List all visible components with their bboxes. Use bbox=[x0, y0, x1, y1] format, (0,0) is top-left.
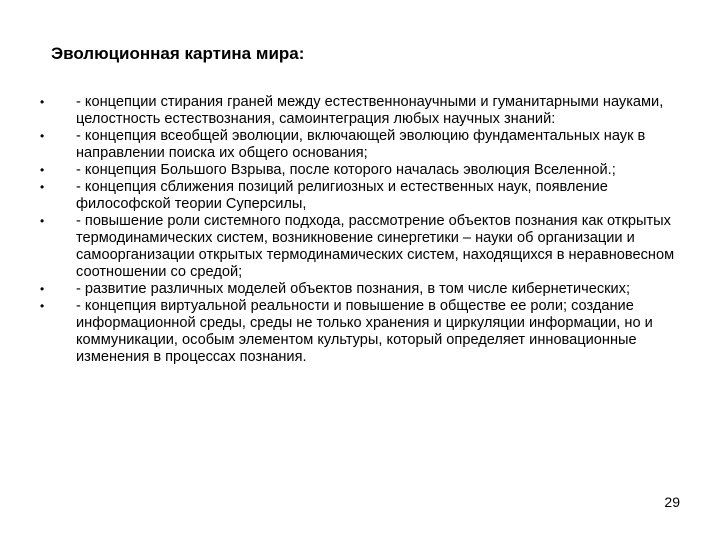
bullet-item bbox=[40, 179, 700, 213]
bullet-item bbox=[40, 94, 700, 128]
bullet-text: - концепция всеобщей эволюции, включающей эволюцию фундаментальных наук в направлении поиска их общего основания; bbox=[76, 128, 646, 161]
bullet-text: - концепция Большого Взрыва, после которого началась эволюция Вселенной.; bbox=[76, 162, 616, 178]
bullet-icon: • bbox=[40, 163, 45, 177]
bullet-list bbox=[40, 94, 700, 366]
bullet-item bbox=[40, 213, 700, 281]
bullet-icon: • bbox=[40, 282, 45, 296]
bullet-icon: • bbox=[40, 95, 45, 109]
bullet-text: - концепция сближения позиций религиозных и естественных наук, появление философской теории Суперсилы, bbox=[76, 179, 608, 212]
bullet-item bbox=[40, 281, 700, 298]
page-number: 29 bbox=[664, 494, 680, 510]
bullet-item bbox=[40, 298, 700, 366]
bullet-icon: • bbox=[40, 129, 45, 143]
bullet-item bbox=[40, 128, 700, 162]
bullet-text: - повышение роли системного подхода, рассмотрение объектов познания как открытых термодинамических систем, возникновение синергетики – науки об организации и самоорганизации открытых термодинамических систем, находящихся в неравновесном соотношении со средой; bbox=[76, 213, 675, 280]
bullet-icon: • bbox=[40, 180, 45, 194]
bullet-item bbox=[40, 162, 700, 179]
bullet-text: - концепции стирания граней между естественнонаучными и гуманитарными науками, целостность естествознания, самоинтеграция любых научных знаний: bbox=[76, 94, 664, 127]
bullet-text: - концепция виртуальной реальности и повышение в обществе ее роли; создание информационной среды, среды не только хранения и циркуляции информации, но и коммуникации, особым элементом культуры, который определяет инновационные изменения в процессах познания. bbox=[76, 298, 653, 365]
bullet-icon: • bbox=[40, 214, 45, 228]
bullet-icon: • bbox=[40, 299, 45, 313]
bullet-text: - развитие различных моделей объектов познания, в том числе кибернетических; bbox=[76, 281, 630, 297]
slide-title: Эволюционная картина мира: bbox=[51, 44, 305, 63]
